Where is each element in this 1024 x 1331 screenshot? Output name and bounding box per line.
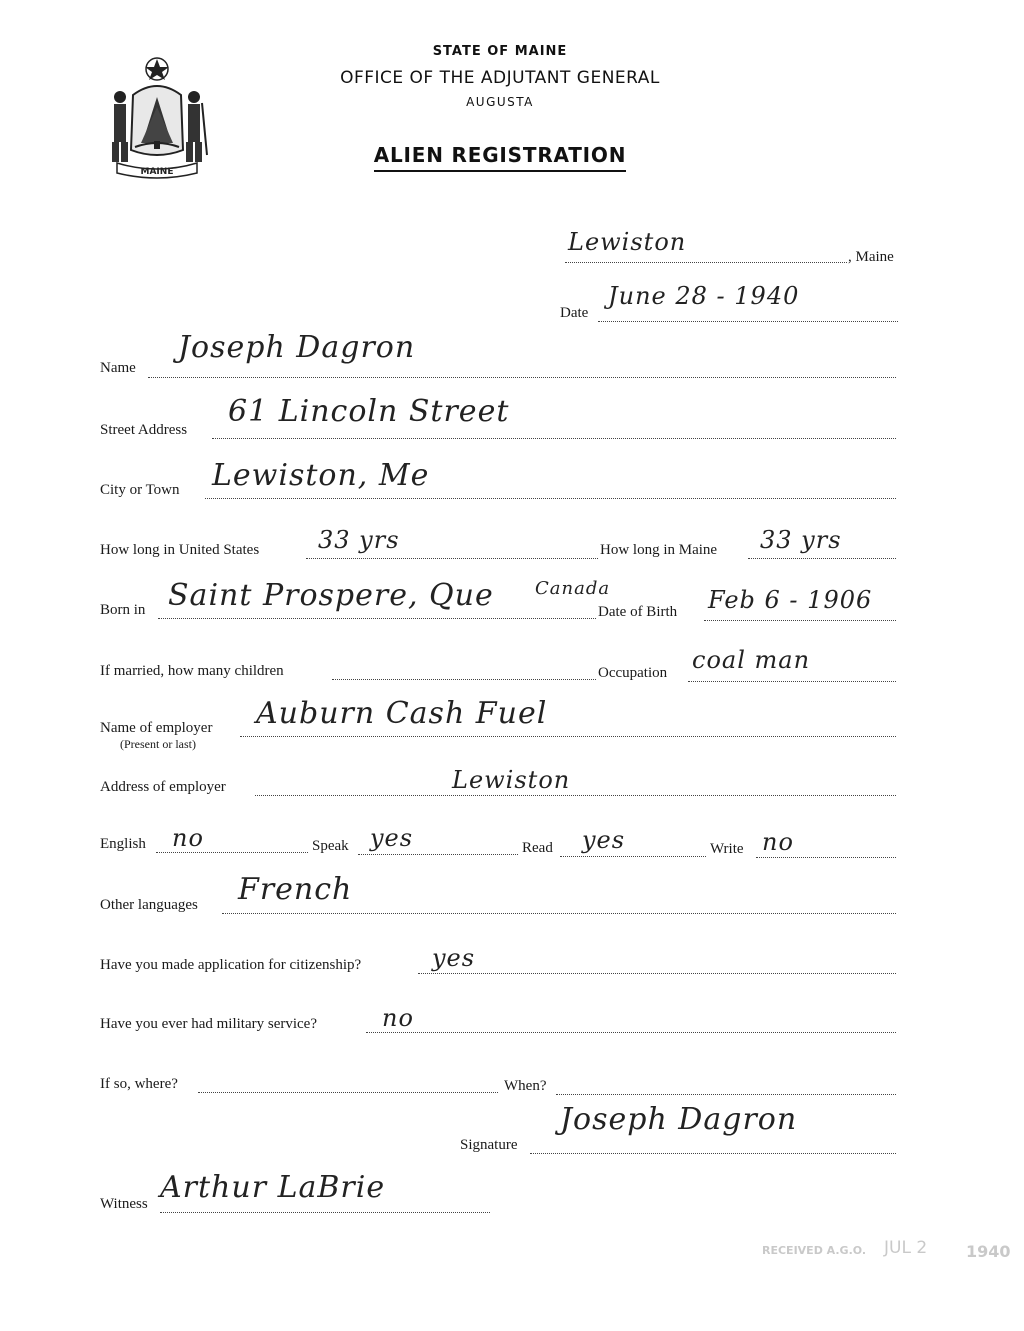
english-value: no [172,824,204,852]
other-languages-label: Other languages [100,897,198,913]
speak-line [358,854,518,855]
born-in-value: Saint Prospere, Que [168,578,494,613]
city-label: City or Town [100,482,180,498]
military-value: no [382,1004,414,1032]
write-value: no [762,828,794,856]
born-in-label: Born in [100,602,146,618]
date-label: Date [560,305,589,321]
speak-value: yes [370,824,414,852]
other-languages-line [222,913,896,914]
occupation-line [688,681,896,682]
years-maine-line [748,558,896,559]
town-value: Lewiston [568,228,687,256]
read-value: yes [582,826,626,854]
citizenship-line [418,973,896,974]
employer-sublabel: (Present or last) [120,737,196,751]
born-country-value: Canada [535,578,611,599]
read-label: Read [522,840,553,856]
employer-address-label: Address of employer [100,779,226,795]
dob-label: Date of Birth [598,604,678,620]
date-line [598,321,898,322]
witness-line [160,1212,490,1213]
header-office: OFFICE OF THE ADJUTANT GENERAL [340,68,660,88]
citizenship-value: yes [432,944,476,972]
where-label: If so, where? [100,1076,178,1092]
read-line [560,856,706,857]
years-us-line [306,558,598,559]
dob-value: Feb 6 - 1906 [708,586,873,614]
witness-label: Witness [100,1196,148,1212]
born-in-line [158,618,596,619]
signature-value: Joseph Dagron [560,1102,798,1137]
date-value: June 28 - 1940 [608,282,800,310]
town-line [565,262,847,263]
witness-value: Arthur LaBrie [160,1170,386,1205]
where-line [198,1092,498,1093]
years-maine-value: 33 yrs [760,526,842,554]
name-value: Joseph Dagron [178,330,416,365]
town-suffix-label: , Maine [848,249,894,265]
speak-label: Speak [312,838,349,854]
when-line [556,1094,896,1095]
svg-text:MAINE: MAINE [140,167,174,177]
english-line [156,852,308,853]
signature-label: Signature [460,1137,518,1153]
military-label: Have you ever had military service? [100,1016,317,1032]
when-label: When? [504,1078,547,1094]
children-line [332,679,596,680]
received-stamp: RECEIVED A.G.O. JUL 2 1940 [762,1238,1011,1261]
street-value: 61 Lincoln Street [228,394,510,429]
employer-address-value: Lewiston [452,766,571,794]
employer-line [240,736,896,737]
occupation-label: Occupation [598,665,668,681]
years-maine-label: How long in Maine [600,542,718,558]
employer-label: Name of employer [100,720,213,736]
years-us-value: 33 yrs [318,526,400,554]
occupation-value: coal man [692,646,811,674]
dob-line [704,620,896,621]
years-us-label: How long in United States [100,542,260,558]
military-line [366,1032,896,1033]
children-label: If married, how many children [100,663,284,679]
name-label: Name [100,360,136,376]
signature-line [530,1153,896,1154]
employer-address-line [255,795,896,796]
name-line [148,377,896,378]
english-label: English [100,836,146,852]
street-line [212,438,896,439]
city-value: Lewiston, Me [212,458,430,493]
employer-value: Auburn Cash Fuel [256,696,548,731]
form-title: ALIEN REGISTRATION [0,143,1000,172]
citizenship-label: Have you made application for citizenship? [100,957,362,973]
other-languages-value: French [238,872,353,907]
write-line [756,857,896,858]
header-city: AUGUSTA [466,95,534,109]
city-line [205,498,896,499]
write-label: Write [710,841,744,857]
street-label: Street Address [100,422,188,438]
header-state: STATE OF MAINE [432,44,568,59]
